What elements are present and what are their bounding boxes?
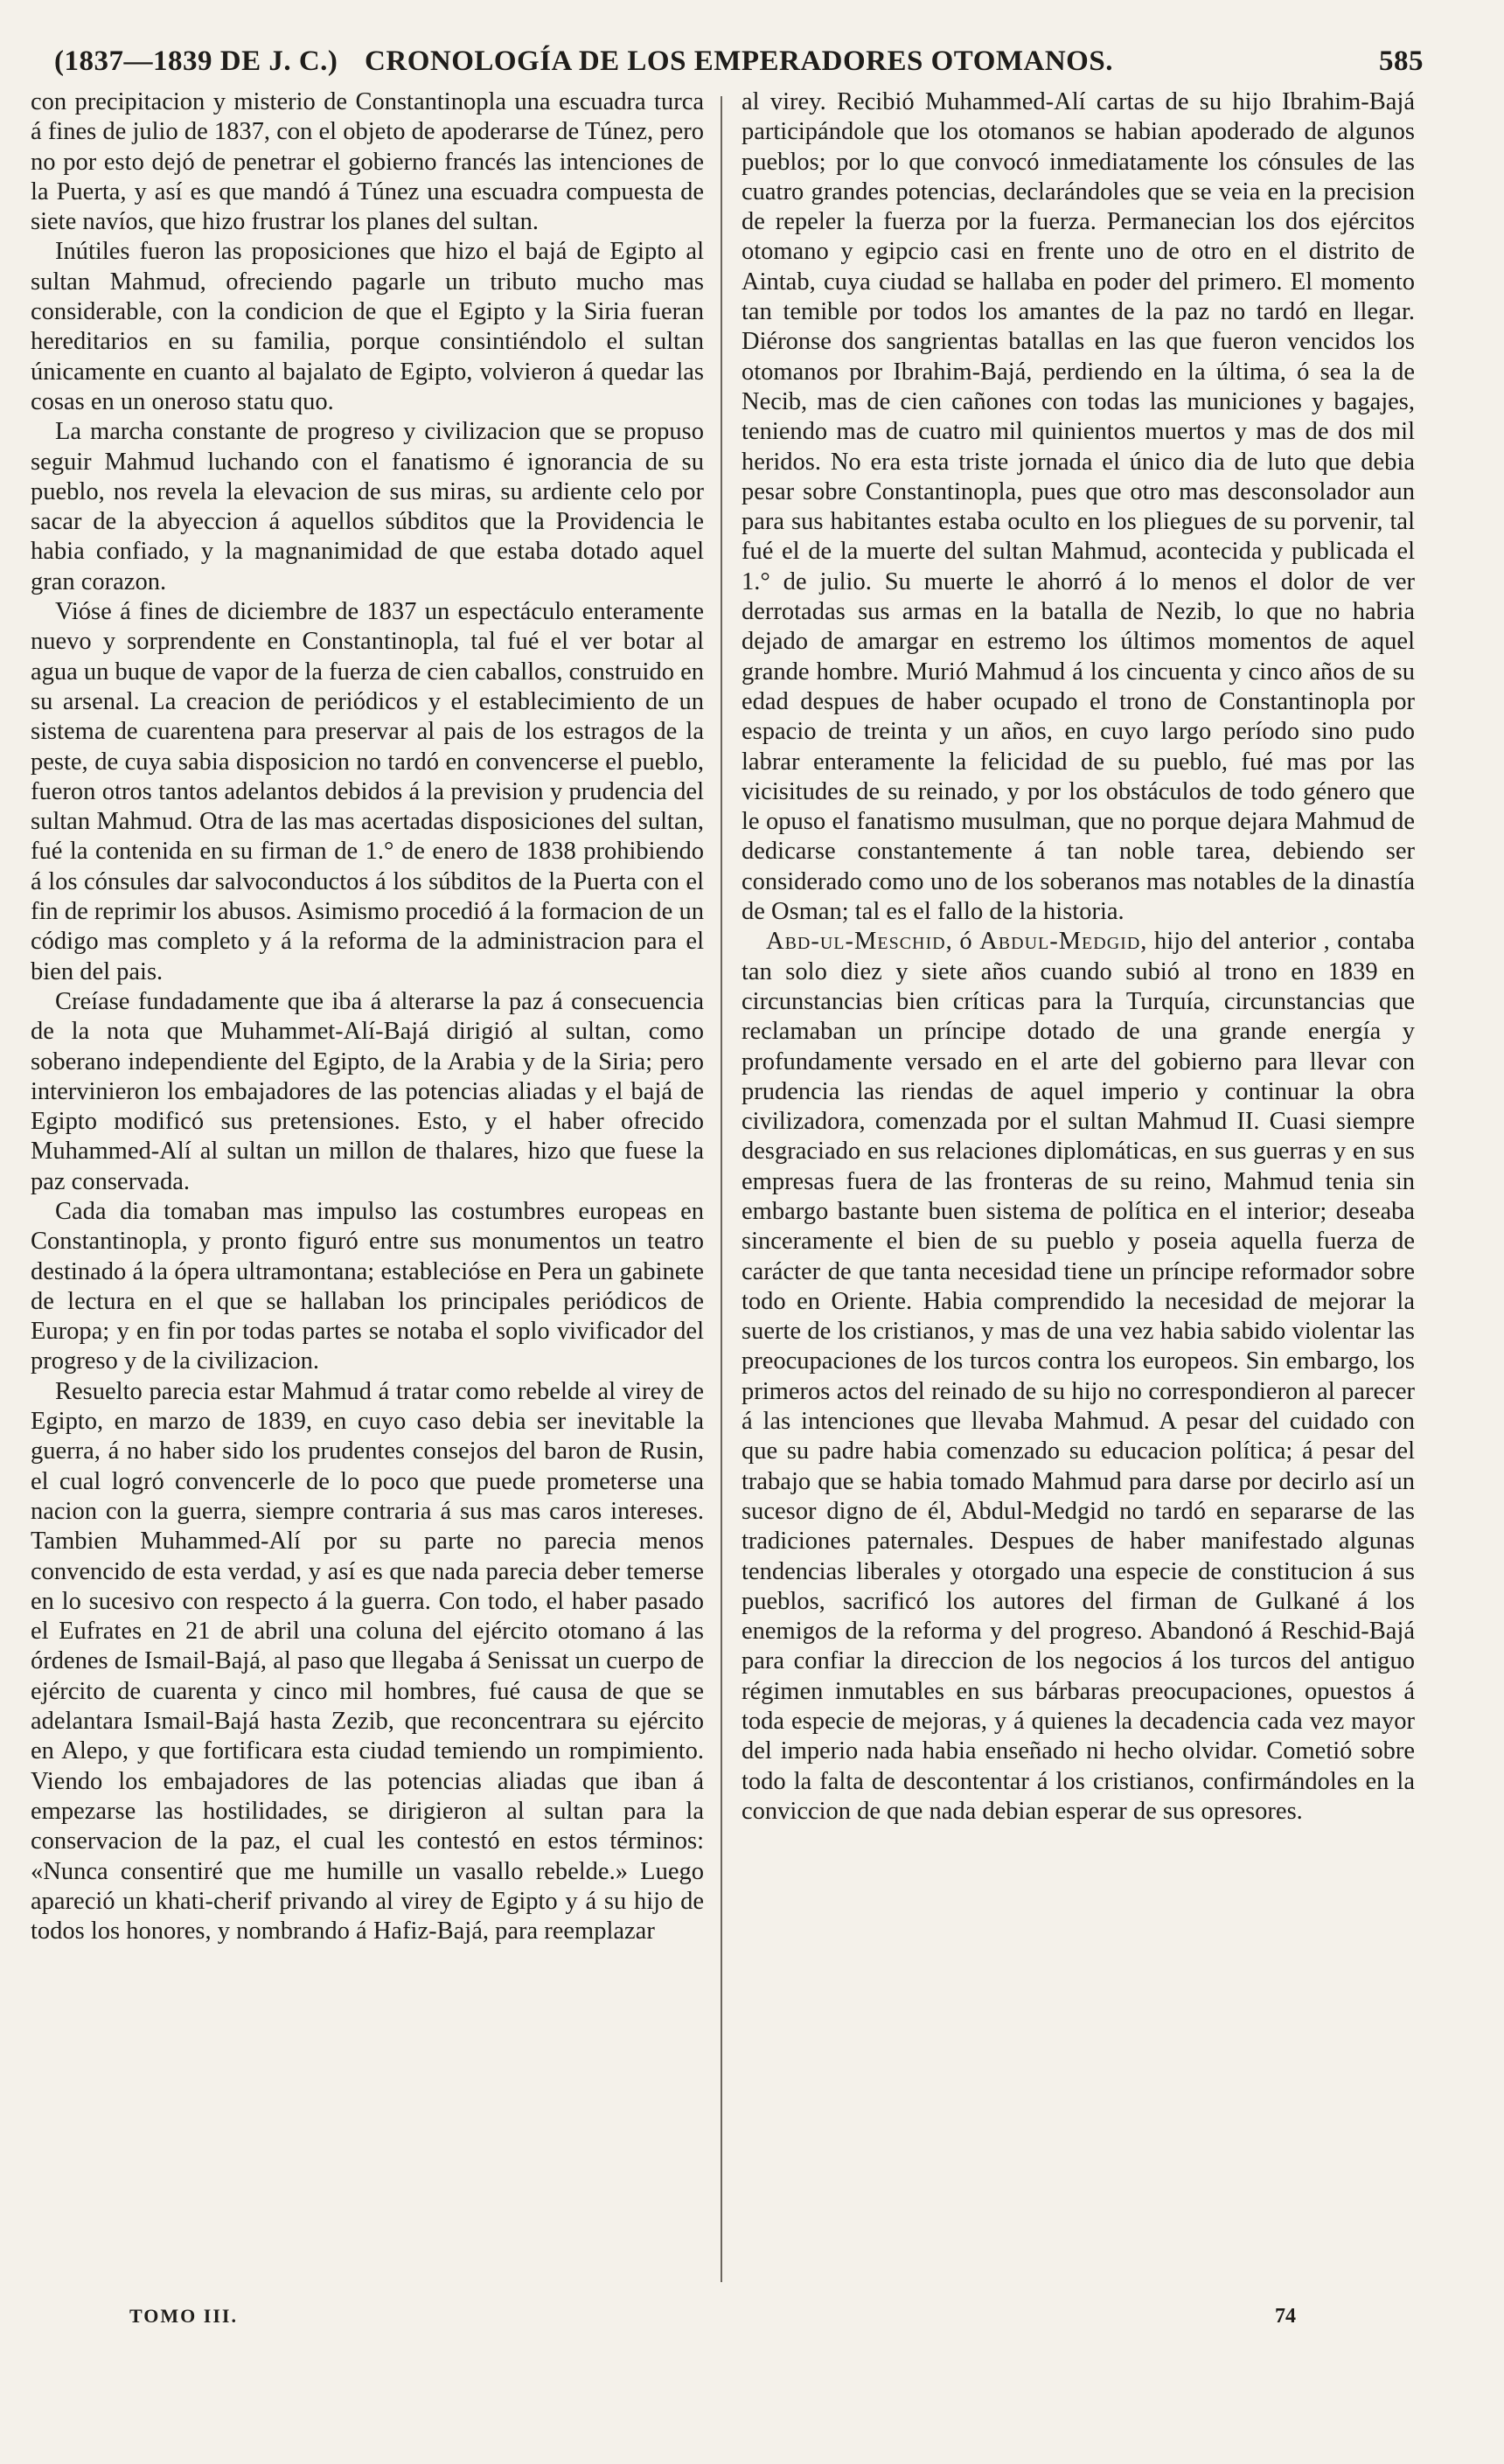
column-divider bbox=[721, 96, 722, 2282]
right-column bbox=[742, 87, 1415, 1827]
section-heading-alt-name: Abdul-Medgid bbox=[979, 928, 1141, 956]
page-number: 585 bbox=[1379, 45, 1424, 77]
section-text: , hijo del anterior , contaba tan solo diez y siete años cuando subió al trono en 1839 en circunstancias bien críticas para la Turquía, circunstancias que reclamaban un príncipe dotado de una grande energía y profundamente versado en el arte del gobierno para llevar con prudencia las riendas de aquel imperio y continuar la obra civilizadora, comenzada por el sultan Mahmud II. Cuasi siempre desgraciado en sus relaciones diplomáticas, en sus guerras y en sus empresas fuera de las fronteras de su reino, Mahmud tenia sin embargo bastante buen sistema de política en el interior; deseaba sinceramente el bien de su pueblo y poseia aquella fuerza de carácter de que tanta necesidad tiene un príncipe reformador sobre todo en Oriente. Habia comprendido la necesidad de mejorar la suerte de los cristianos, y mas de una vez habia sabido violentar las preocupaciones de los turcos contra los europeos. Sin embargo, los primeros actos del reinado de su hijo no correspondieron al parecer á las intenciones que llevaba Mahmud. A pesar del cuidado con que su padre habia comenzado su educacion política; á pesar del trabajo que se habia tomado Mahmud para darse por decirlo así un sucesor digno de él, Abdul-Medgid no tardó en separarse de las tradiciones paternales. Despues de haber manifestado algunas tendencias liberales y otorgado una especie de constitucion á sus pueblos, sacrificó los autores del firman de Gulkané á los enemigos de la reforma y del progreso. Abandonó á Reschid-Bajá para confiar la direccion de los negocios á los turcos del antiguo régimen inmutables en sus bárbaras preocupaciones, opuestos á toda especie de mejoras, y á quienes la decadencia cada vez mayor del imperio nada habia enseñado ni hecho olvidar. Cometió sobre todo la falta de descontentar á los cristianos, confirmándoles en la conviccion de que nada debian esperar de sus opresores. bbox=[742, 928, 1416, 1825]
left-column bbox=[31, 87, 704, 1946]
footer-volume: TOMO III. bbox=[129, 2305, 238, 2327]
header-date-range: (1837—1839 DE J. C.) bbox=[54, 45, 338, 77]
paragraph: Inútiles fueron las proposiciones que hizo el bajá de Egipto al sultan Mahmud, ofreciendo pagarle un tributo mucho mas considerable, con la condicion de que el Egipto y la Siria fueran hereditarios en su familia, porque consintiéndolo el sultan únicamente en cuanto al bajalato de Egipto, volvieron á quedar las cosas en un oneroso statu quo. bbox=[31, 238, 704, 415]
footer-signature: 74 bbox=[1275, 2305, 1296, 2328]
paragraph: Creíase fundadamente que iba á alterarse la paz á consecuencia de la nota que Muhammet-Alí-Bajá dirigió al sultan, como soberano independiente del Egipto, de la Arabia y de la Siria; pero intervinieron los embajadores de las potencias aliadas y el bajá de Egipto modificó sus pretensiones. Esto, y el haber ofrecido Muhammed-Alí al sultan un millon de thalares, hizo que fuese la paz conservada. bbox=[31, 987, 704, 1195]
paragraph: Resuelto parecia estar Mahmud á tratar como rebelde al virey de Egipto, en marzo de 1839, en cuyo caso debia ser inevitable la guerra, á no haber sido los prudentes consejos del baron de Rusin, el cual logró convencerle de lo poco que puede prometerse una nacion con la guerra, siempre contraria á sus mas caros intereses. Tambien Muhammed-Alí por su parte no parecia menos convencido de esta verdad, y así es que nada parecia deber temerse en lo sucesivo con respecto á la guerra. Con todo, el haber pasado el Eufrates en 21 de abril una coluna del ejército otomano á las órdenes de Ismail-Bajá, al paso que llegaba á Senissat un cuerpo de ejército de cuarenta y cinco mil hombres, fué causa de que se adelantara Ismail-Bajá hasta Zezib, que reconcentrara su ejército en Alepo, y que fortificara esta ciudad temiendo un rompimiento. Viendo los embajadores de las potencias aliadas que iban á empezarse las hostilidades, se dirigieron al sultan para la conservacion de la paz, el cual les contestó en estos términos: «Nunca consentiré que me humille un vasallo rebelde.» Luego apareció un khati-cherif privando al virey de Egipto y á su hijo de todos los honores, y nombrando á Hafiz-Bajá, para reemplazar bbox=[31, 1377, 704, 1945]
section-heading-separator: , ó bbox=[945, 928, 980, 956]
paragraph: Cada dia tomaban mas impulso las costumbres europeas en Constantinopla, y pronto figuró entre sus monumentos un teatro destinado á la ópera ultramontana; establecióse en Pera un gabinete de lectura en el que se hallaban los principales periódicos de Europa; y en fin por todas partes se notaba el soplo vivificador del progreso y de la civilizacion. bbox=[31, 1197, 704, 1375]
section-heading-name: Abd-ul-Meschid bbox=[766, 928, 946, 956]
paragraph: con precipitacion y misterio de Constantinopla una escuadra turca á fines de julio de 1837, con el objeto de apoderarse de Túnez, pero no por esto dejó de penetrar el gobierno francés las intenciones de la Puerta, y así es que mandó á Túnez una escuadra compuesta de siete navíos, que hizo frustrar los planes del sultan. bbox=[31, 88, 704, 236]
header-title: CRONOLOGÍA DE LOS EMPERADORES OTOMANOS. bbox=[365, 45, 1113, 77]
running-header bbox=[54, 45, 1424, 87]
section-paragraph bbox=[742, 927, 1415, 1827]
paragraph: al virey. Recibió Muhammed-Alí cartas de su hijo Ibrahim-Bajá participándole que los otomanos se habian apoderado de algunos pueblos; por lo que convocó inmediatamente los cónsules de las cuatro grandes potencias, declarándoles que se veia en la precision de repeler la fuerza por la fuerza. Permanecian los dos ejércitos otomano y egipcio casi en frente uno de otro en el distrito de Aintab, cuya ciudad se hallaba en poder del primero. El momento tan temible por todos los amantes de la paz no tardó en llegar. Diéronse dos sangrientas batallas en las que fueron vencidos los otomanos por Ibrahim-Bajá, perdiendo en la última, ó sea la de Necib, mas de cien cañones con todas las municiones y bagajes, teniendo mas de cuatro mil quinientos muertos y mas de dos mil heridos. No era esta triste jornada el único dia de luto que debia pesar sobre Constantinopla, pues que otro mas desconsolador aun para sus habitantes estaba oculto en los pliegues de su porvenir, tal fué el de la muerte del sultan Mahmud, acontecida y publicada el 1.° de julio. Su muerte le ahorró á lo menos el dolor de ver derrotadas sus armas en la batalla de Nezib, lo que no habria dejado de amargar en estremo los últimos momentos de aquel grande hombre. Murió Mahmud á los cincuenta y cinco años de su edad despues de haber ocupado el trono de Constantinopla por espacio de treinta y un años, en cuyo largo período sino pudo labrar enteramente la felicidad de su pueblo, fué mas por las vicisitudes de su reinado, y por los obstáculos de todo género que le opuso el fanatismo musulman, que no porque dejara Mahmud de dedicarse constantemente á tan noble tarea, debiendo ser considerado como uno de los soberanos mas notables de la dinastía de Osman; tal es el fallo de la historia. bbox=[742, 88, 1415, 926]
paragraph: Vióse á fines de diciembre de 1837 un espectáculo enteramente nuevo y sorprendente en Constantinopla, tal fué el ver botar al agua un buque de vapor de la fuerza de cien caballos, construido en su arsenal. La creacion de periódicos y el establecimiento de un sistema de cuarentena para preservar al pais de los estragos de la peste, de cuya sabia disposicion no tardó en convencerse el pueblo, fueron otros tantos adelantos debidos á la prevision y prudencia del sultan Mahmud. Otra de las mas acertadas disposiciones del sultan, fué la contenida en su firman de 1.° de enero de 1838 prohibiendo á los cónsules dar salvoconductos á los súbditos de la Puerta con el fin de reprimir los abusos. Asimismo procedió á la formacion de un código mas completo y á la reforma de la administracion para el bien del pais. bbox=[31, 598, 704, 985]
paragraph: La marcha constante de progreso y civilizacion que se propuso seguir Mahmud luchando con el fanatismo é ignorancia de su pueblo, nos revela la elevacion de sus miras, su ardiente celo por sacar de la abyeccion á aquellos súbditos que la Providencia le habia confiado, y la magnanimidad de que estaba dotado aquel gran corazon. bbox=[31, 418, 704, 595]
